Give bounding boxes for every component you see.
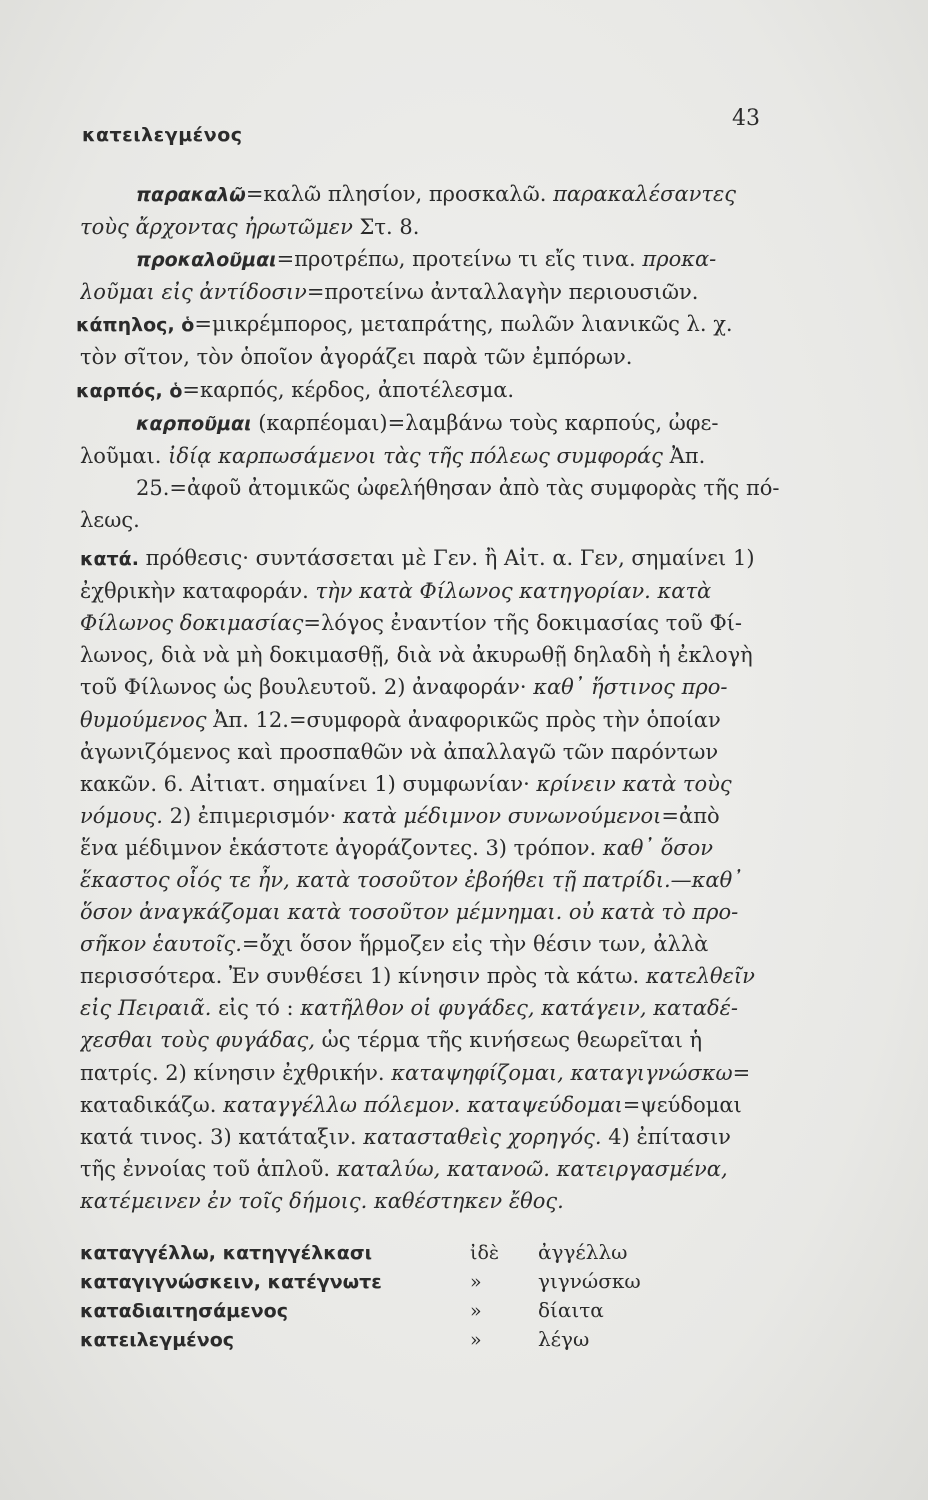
definition-text: =καλῶ πλησίον, προσκαλῶ. (245, 182, 554, 206)
list-item (80, 1327, 780, 1356)
text-line (80, 736, 792, 768)
definition-text: Στ. 8. (359, 215, 420, 240)
quoted-example: ἰδίᾳ καρπωσάμενοι τὰς τῆς πόλεως συμφοράς (168, 443, 670, 468)
quoted-example: Φίλωνος δοκιμασίας (80, 611, 304, 636)
definition-text: =μικρέμπορος, μεταπράτης, πωλῶν λιανικῶς λ. χ. (194, 312, 733, 337)
entry-text-block (76, 178, 792, 1217)
cross-ref-term: καταδιαιτησάμενος (80, 1300, 288, 1322)
root-word: γιγνώσκω (538, 1269, 641, 1293)
quoted-example: καταγγέλλω πόλεμον. καταψεύδομαι (223, 1092, 623, 1117)
definition-text: (καρπέομαι)=λαμβάνω τοὺς καρπούς, ὠφε- (251, 410, 719, 435)
headword: καρποῦμαι (136, 412, 252, 435)
quoted-example: σῆκον ἑαυτοῖς. (80, 932, 242, 957)
quoted-example: τοὺς ἄρχοντας ἠρωτῶμεν (80, 215, 360, 240)
text-line (80, 896, 792, 928)
text-line (80, 243, 792, 276)
definition-text: ἕνα μέδιμνον ἑκάστοτε ἀγοράζοντες. 3) τρόπον. (80, 835, 603, 860)
definition-text: 4) ἐπίτασιν (608, 1124, 731, 1149)
text-line (80, 1121, 792, 1153)
text-line (80, 768, 792, 800)
definition-text: =καρπός, κέρδος, ἀποτέλεσμα. (182, 377, 515, 402)
quoted-example: εἰς Πειραιᾶ. (80, 996, 219, 1021)
quoted-example: κατασταθεὶς χορηγός. (363, 1124, 609, 1149)
quoted-example: ὅσον ἀναγκάζομαι κατὰ τοσοῦτον μέμνημαι. οὐ κατὰ τὸ προ- (80, 900, 739, 925)
definition-text: τῆς ἐννοίας τοῦ ἁπλοῦ. (80, 1156, 337, 1181)
quoted-example: παρακαλέσαντες (553, 182, 737, 206)
definition-text: καταδικάζω. (80, 1092, 224, 1117)
text-line (80, 1089, 792, 1121)
text-line (80, 704, 792, 736)
text-line (80, 832, 792, 864)
cross-ref-term: κατειλεγμένος (80, 1329, 235, 1351)
definition-text: =ἀπὸ (661, 803, 720, 828)
quoted-example: νόμους. (80, 803, 170, 828)
definition-text: κακῶν. 6. Αἰτιατ. σημαίνει 1) συμφωνίαν· (80, 771, 537, 796)
text-line (80, 341, 792, 373)
quoted-example: ἕκαστος οἷός τε ἦν, κατὰ τοσοῦτον ἐβοήθει τῇ πατρίδι.—καθ᾽ (80, 867, 743, 892)
cross-ref-term: καταγγέλλω, κατηγγέλκασι (80, 1242, 373, 1264)
quoted-example: καταλύω, κατανοῶ. κατειργασμένα, (336, 1156, 728, 1181)
headword: κάπηλος, ὁ (76, 314, 195, 337)
text-line (80, 1153, 792, 1185)
definition-text: 25.=ἀφοῦ ἀτομικῶς ὠφελήθησαν ἀπὸ τὰς συμφορὰς τῆς πό- (136, 475, 780, 500)
quoted-example: τὴν κατὰ Φίλωνος κατηγορίαν. κατὰ (315, 579, 712, 604)
quoted-example: καταψηφίζομαι, καταγιγνώσκω (391, 1060, 733, 1085)
definition-text: =ὄχι ὅσον ἥρμοζεν εἰς τὴν θέσιν των, ἀλλὰ (241, 932, 709, 957)
definition-text: ὡς τέρμα τῆς κινήσεως θεωρεῖται ἡ (321, 1028, 703, 1053)
definition-text: περισσότερα. Ἐν συνθέσει 1) κίνησιν πρὸς τὰ κάτω. (80, 964, 646, 989)
definition-text: λοῦμαι. (80, 443, 169, 468)
quoted-example: κατῆλθον οἱ φυγάδες, κατάγειν, καταδέ- (300, 996, 738, 1021)
definition-text: πρόθεσις· συντάσσεται μὲ Γεν. ἢ Αἰτ. α. Γεν, σημαίνει 1) (138, 546, 755, 571)
definition-text: λεως. (80, 507, 140, 532)
definition-text: τοῦ Φίλωνος ὡς βουλευτοῦ. 2) ἀναφοράν· (80, 675, 534, 700)
definition-text: =προτείνω ἀνταλλαγὴν περιουσιῶν. (306, 280, 699, 305)
definition-text: κατά τινος. 3) κατάταξιν. (80, 1124, 364, 1149)
text-line (80, 211, 792, 243)
list-item (80, 1269, 780, 1298)
definition-text: =προτρέπω, προτείνω τι εἴς τινα. (276, 247, 643, 272)
text-line (80, 440, 792, 472)
definition-text: Ἀπ. 12.=συμφορὰ ἀναφορικῶς πρὸς τὴν ὁποίαν (213, 707, 721, 732)
quoted-example: καθ᾽ ὅσον (602, 835, 714, 860)
quoted-example: κατὰ μέδιμνον συνωνούμενοι (342, 803, 662, 828)
root-word: λέγω (538, 1327, 590, 1351)
quoted-example: κρίνειν κατὰ τοὺς (536, 771, 732, 796)
headword: κατά. (80, 548, 139, 571)
see-marker: » (470, 1300, 482, 1322)
quoted-example: καθ᾽ ἥστινος προ- (533, 675, 728, 700)
definition-text: = (732, 1060, 751, 1085)
text-line (80, 1024, 792, 1056)
definition-text: τὸν σῖτον, τὸν ὁποῖον ἀγοράζει παρὰ τῶν ἐμπόρων. (80, 345, 633, 370)
headword: παρακαλῶ (136, 184, 246, 206)
root-word: δίαιτα (538, 1298, 604, 1322)
text-line (80, 472, 792, 504)
root-word: ἀγγέλλω (538, 1240, 628, 1264)
page-number: 43 (732, 106, 760, 131)
quoted-example: κατελθεῖν (645, 964, 755, 989)
text-line (80, 928, 792, 960)
see-marker: » (470, 1271, 482, 1293)
text-line (80, 800, 792, 832)
headword: προκαλοῦμαι (136, 249, 277, 272)
quoted-example: χεσθαι τοὺς φυγάδας, (80, 1028, 322, 1053)
text-line (80, 864, 792, 896)
cross-reference-list (80, 1240, 780, 1356)
quoted-example: θυμούμενος (80, 707, 214, 732)
definition-text: ἀγωνιζόμενος καὶ προσπαθῶν νὰ ἀπαλλαγῶ τῶν παρόντων (80, 739, 719, 764)
quoted-example: λοῦμαι εἰς ἀντίδοσιν (80, 280, 307, 305)
text-line (76, 308, 792, 341)
definition-text: =λόγος ἐναντίον τῆς δοκιμασίας τοῦ Φί- (303, 611, 743, 636)
definition-text: ἐχθρικὴν καταφοράν. (80, 579, 316, 604)
text-line (80, 960, 792, 992)
see-marker: » (470, 1329, 482, 1351)
text-line (80, 992, 792, 1024)
text-line (80, 276, 792, 308)
text-line (80, 575, 792, 607)
text-line (80, 607, 792, 639)
list-item (80, 1240, 780, 1269)
list-item (80, 1298, 780, 1327)
text-line (80, 178, 792, 211)
text-line (80, 671, 792, 703)
definition-text: 2) ἐπιμερισμόν· (169, 803, 343, 828)
text-line (80, 1057, 792, 1089)
running-head: κατειλεγμένος (82, 124, 243, 146)
headword: καρπός, ὁ (76, 379, 183, 402)
text-line (80, 1185, 792, 1217)
text-line (80, 407, 792, 440)
definition-text: λωνος, διὰ νὰ μὴ δοκιμασθῇ, διὰ νὰ ἀκυρωθῇ δηλαδὴ ἡ ἐκλογὴ (80, 643, 753, 668)
text-line (80, 542, 792, 575)
see-marker: ἰδὲ (470, 1242, 500, 1264)
definition-text: Ἀπ. (669, 443, 706, 468)
definition-text: πατρίς. 2) κίνησιν ἐχθρικήν. (80, 1060, 392, 1085)
quoted-example: προκα- (642, 247, 717, 272)
quoted-example: κατέμεινεν ἐν τοῖς δήμοις. καθέστηκεν ἔθος. (80, 1188, 564, 1213)
cross-ref-term: καταγιγνώσκειν, κατέγνωτε (80, 1271, 382, 1293)
text-line (80, 504, 792, 536)
text-line (76, 374, 792, 407)
definition-text: εἰς τό : (218, 996, 301, 1021)
definition-text: =ψεύδομαι (622, 1092, 742, 1117)
text-line (80, 639, 792, 671)
